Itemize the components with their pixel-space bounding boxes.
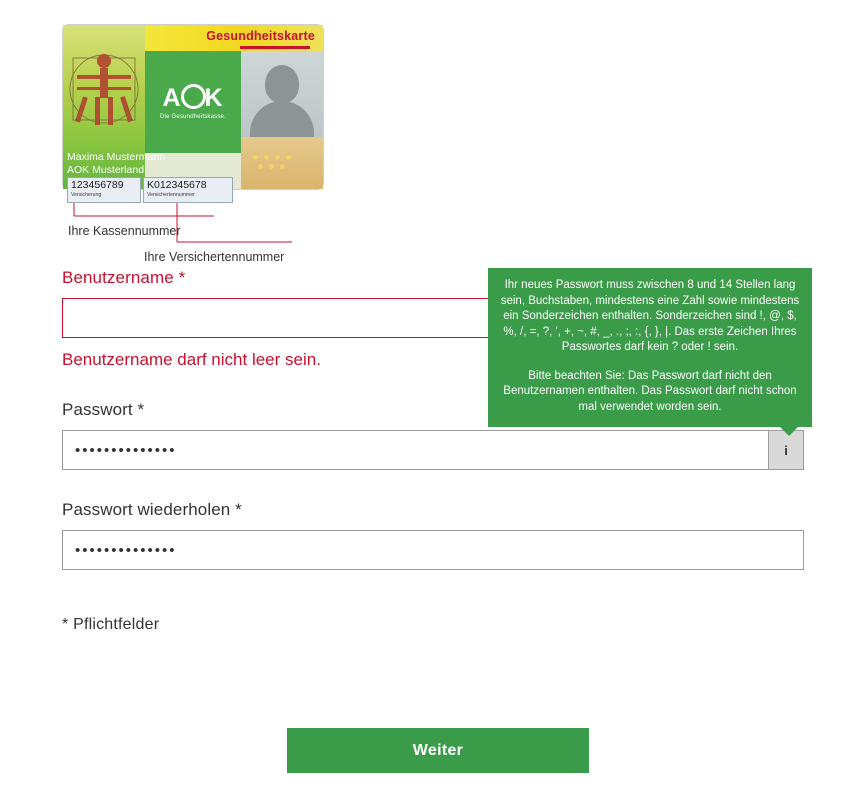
tooltip-paragraph-2: Bitte beachten Sie: Das Passwort darf nicht den Benutzernamen enthalten. Das Passwort darf nicht schon mal verwendet worden sein.: [503, 369, 797, 413]
card-kassennummer-label: Versicherung: [71, 192, 102, 198]
card-insurer-name: AOK Musterland: [67, 164, 145, 176]
password-label: Passwort *: [62, 400, 145, 419]
card-logo-panel: [145, 51, 241, 153]
username-label: Benutzername *: [62, 268, 186, 287]
portrait-head-icon: [265, 65, 299, 103]
card-banner-rule: [240, 46, 310, 49]
vitruvian-man-icon: [67, 31, 141, 143]
aok-logo-subtitle: Die Gesundheitskasse.: [160, 114, 226, 120]
aok-logo: [160, 84, 226, 120]
card-kassennummer-field: [67, 177, 141, 203]
password-info-icon[interactable]: i: [768, 430, 804, 470]
username-error-message: Benutzername darf nicht leer sein.: [62, 350, 321, 369]
card-banner-title: Gesundheitskarte: [206, 29, 315, 43]
card-versichertennummer-label: Versichertennummer: [147, 192, 195, 198]
health-card: [62, 24, 324, 198]
health-card-illustration: [62, 24, 582, 264]
card-banner: [145, 25, 323, 51]
card-kassennummer-value: 123456789: [71, 179, 124, 191]
password-repeat-label: Passwort wiederholen *: [62, 500, 242, 519]
card-holder-name: Maxima Mustermann: [67, 151, 166, 163]
tooltip-paragraph-1: Ihr neues Passwort muss zwischen 8 und 14 Stellen lang sein, Buchstaben, mindestens eine Zahl sowie mindestens ein Sonderzeichen enthalten. Sonderzeichen sind !, @, $, %, /, =, ?, ', +, ~, #, _, ., ;, :, {, }, |. Das erste Zeichen Ihres Passwortes darf kein ? oder ! sein.: [500, 279, 800, 353]
password-row: [62, 430, 804, 470]
password-repeat-input[interactable]: [62, 530, 804, 570]
password-input[interactable]: [62, 430, 804, 470]
chip-dots-icon: [253, 155, 297, 169]
card-versichertennummer-value: K012345678: [147, 179, 207, 191]
aok-logo-wordmark: A K: [162, 84, 224, 112]
card-holder-block: [67, 151, 247, 177]
callout-label-versichertennummer: Ihre Versichertennummer: [144, 250, 285, 264]
required-fields-note: * Pflichtfelder: [62, 616, 160, 633]
card-versichertennummer-field: [143, 177, 233, 203]
continue-button[interactable]: Weiter: [287, 728, 589, 773]
submit-row: [287, 728, 589, 773]
card-chip-panel: [241, 137, 323, 189]
password-requirements-tooltip: [488, 268, 812, 427]
aok-logo-ring-icon: [181, 84, 206, 109]
callout-label-kassennummer: Ihre Kassennummer: [68, 224, 181, 238]
